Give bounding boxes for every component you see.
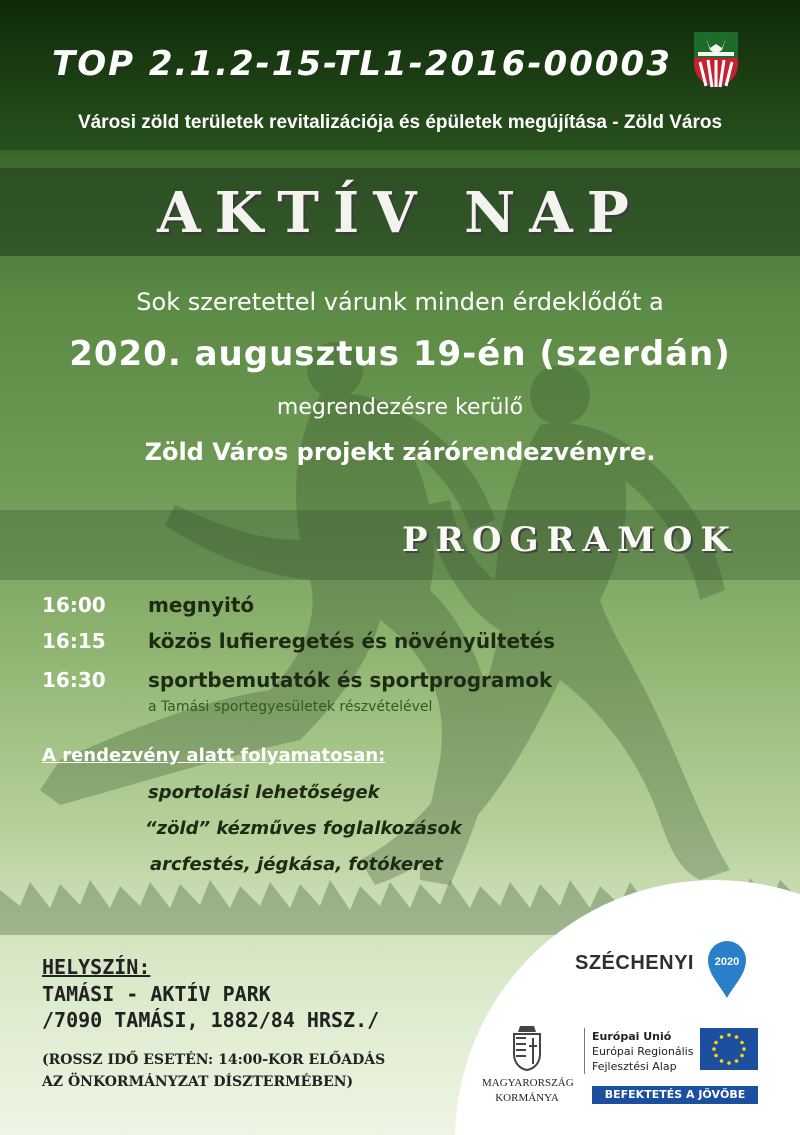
eu-line3: Fejlesztési Alap	[592, 1060, 677, 1073]
location-name: TAMÁSI - AKTÍV PARK	[42, 982, 271, 1006]
project-id: TOP 2.1.2-15-TL1-2016-00003	[52, 44, 672, 84]
program-activity: sportbemutatók és sportprogramok	[148, 668, 553, 692]
location-address: /7090 TAMÁSI, 1882/84 HRSZ./	[42, 1008, 380, 1032]
project-subtitle: Városi zöld területek revitalizációja és épületek megújítása - Zöld Város	[77, 112, 723, 133]
page-title: AKTÍV NAP	[157, 180, 643, 246]
divider	[584, 1028, 585, 1074]
continuous-item: sportolási lehetőségek	[148, 782, 380, 803]
continuous-item: arcfestés, jégkása, fotókeret	[150, 854, 443, 875]
gov-logo-line1: MAGYARORSZÁG	[482, 1077, 574, 1089]
event-name: Zöld Város projekt zárórendezvényre	[144, 438, 647, 466]
rain-note: (ROSSZ IDŐ ESETÉN: 14:00-KOR ELŐADÁS	[42, 1052, 386, 1068]
program-time: 16:00	[42, 593, 106, 617]
program-note: a Tamási sportegyesületek részvételével	[148, 699, 433, 715]
eu-line1: Európai Unió	[592, 1030, 672, 1043]
continuous-label: A rendezvény alatt folyamatosan:	[42, 745, 386, 766]
gov-logo-line2: KORMÁNYA	[495, 1092, 559, 1104]
eu-line2: Európai Regionális	[592, 1045, 694, 1058]
continuous-item: “zöld” kézműves foglalkozások	[145, 818, 462, 839]
program-time: 16:30	[42, 668, 106, 692]
eu-flag-icon	[700, 1028, 758, 1070]
program-time: 16:15	[42, 629, 106, 653]
szechenyi-year: 2020	[714, 956, 740, 968]
szechenyi-pin-icon	[705, 938, 749, 1000]
coat-of-arms-icon	[692, 30, 740, 88]
intro-line-1: Sok szeretettel várunk minden érdeklődőt a	[136, 288, 664, 316]
szechenyi-logo-text: SZÉCHENYI	[575, 952, 694, 974]
invest-banner: BEFEKTETÉS A JÖVŐBE	[592, 1086, 758, 1104]
location-label: HELYSZÍN:	[42, 955, 151, 979]
program-activity: megnyitó	[148, 593, 255, 617]
hungarian-crest-icon	[508, 1020, 546, 1072]
event-date: 2020. augusztus 19-én (szerdán)	[69, 334, 731, 374]
intro-line-2: megrendezésre kerülő	[276, 395, 524, 420]
programs-heading: PROGRAMOK	[402, 520, 738, 560]
rain-note: AZ ÖNKORMÁNYZAT DÍSZTERMÉBEN)	[42, 1074, 354, 1090]
intro-line-3: Zöld Város projekt zárórendezvényre.	[144, 438, 656, 466]
program-activity: közös lufieregetés és növényültetés	[148, 629, 556, 653]
